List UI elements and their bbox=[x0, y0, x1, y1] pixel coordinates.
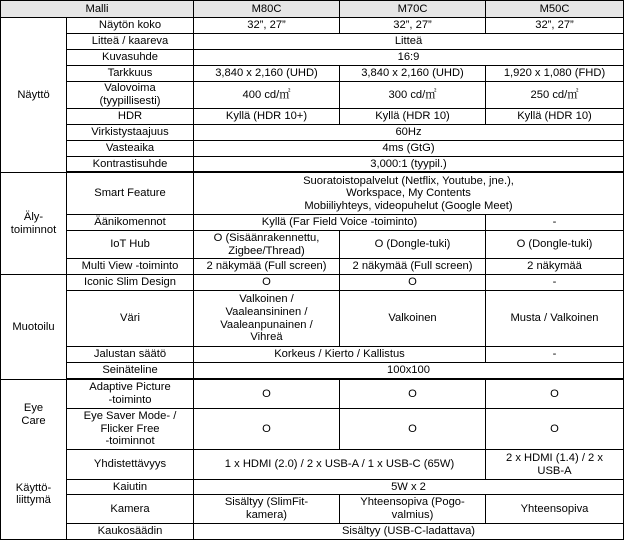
row-label: Smart Feature bbox=[67, 173, 194, 215]
row-label: Kontrastisuhde bbox=[67, 157, 194, 172]
table-row bbox=[1, 231, 624, 259]
cell-m80c: Sisältyy (SlimFit- kamera) bbox=[194, 495, 340, 524]
table-row bbox=[1, 157, 624, 172]
cell-m80c: O bbox=[194, 275, 340, 291]
row-label: HDR bbox=[67, 109, 194, 125]
row-label: Väri bbox=[67, 291, 194, 347]
row-label: Kaiutin bbox=[67, 480, 194, 495]
table-row bbox=[1, 215, 624, 231]
table-row bbox=[1, 109, 624, 125]
row-label: Multi View -toiminto bbox=[67, 259, 194, 275]
group-kayttoliittyma: Käyttö- liittymä bbox=[1, 450, 67, 540]
table-row bbox=[1, 480, 624, 495]
table-row bbox=[1, 18, 624, 34]
table-row bbox=[1, 347, 624, 363]
cell-m80c: O bbox=[194, 380, 340, 409]
cell-m70c: O (Dongle-tuki) bbox=[340, 231, 486, 259]
table-row bbox=[1, 125, 624, 141]
table-row bbox=[1, 141, 624, 157]
cell-m80c: Valkoinen / Vaaleansininen / Vaaleanpunainen / Vihreä bbox=[194, 291, 340, 347]
cell-m50c: - bbox=[486, 275, 624, 291]
row-label: Kamera bbox=[67, 495, 194, 524]
cell-all: 16:9 bbox=[194, 50, 624, 66]
header-model-m80c: M80C bbox=[194, 1, 340, 18]
row-label: Seinäteline bbox=[67, 363, 194, 379]
cell-m80c: 3,840 x 2,160 (UHD) bbox=[194, 66, 340, 82]
cell-m80c: Kyllä (HDR 10+) bbox=[194, 109, 340, 125]
table-row bbox=[1, 66, 624, 82]
cell-m80c: 2 näkymää (Full screen) bbox=[194, 259, 340, 275]
header-model-m50c: M50C bbox=[486, 1, 624, 18]
cell-all: 3,000:1 (tyypil.) bbox=[194, 157, 624, 172]
cell-all: 4ms (GtG) bbox=[194, 141, 624, 157]
cell-m50c: 2 x HDMI (1.4) / 2 x USB-A bbox=[486, 450, 624, 480]
cell-m70c: 32”, 27” bbox=[340, 18, 486, 34]
group-aly: Äly- toiminnot bbox=[1, 173, 67, 275]
row-label: Adaptive Picture -toiminto bbox=[67, 380, 194, 409]
cell-m50c: Musta / Valkoinen bbox=[486, 291, 624, 347]
cell-all: 100x100 bbox=[194, 363, 624, 379]
header-model-m70c: M70C bbox=[340, 1, 486, 18]
table-row bbox=[1, 82, 624, 109]
cell-m70c: 300 cd/㎡ bbox=[340, 82, 486, 109]
row-label: Kuvasuhde bbox=[67, 50, 194, 66]
table-row bbox=[1, 363, 624, 379]
cell-m80c-m70c: Kyllä (Far Field Voice -toiminto) bbox=[194, 215, 486, 231]
header-malli: Malli bbox=[1, 1, 194, 18]
cell-m70c: Valkoinen bbox=[340, 291, 486, 347]
cell-all: Litteä bbox=[194, 34, 624, 50]
row-label: Kaukosäädin bbox=[67, 524, 194, 540]
table-row bbox=[1, 34, 624, 50]
table-row bbox=[1, 173, 624, 215]
cell-m80c: 400 cd/㎡ bbox=[194, 82, 340, 109]
cell-m50c: Yhteensopiva bbox=[486, 495, 624, 524]
cell-m50c: O bbox=[486, 409, 624, 450]
row-label: Yhdistettävyys bbox=[67, 450, 194, 480]
cell-m70c: O bbox=[340, 409, 486, 450]
row-label: Äänikomennot bbox=[67, 215, 194, 231]
group-naytto: Näyttö bbox=[1, 18, 67, 173]
header-row bbox=[1, 1, 624, 18]
table-row bbox=[1, 524, 624, 540]
cell-m70c: Kyllä (HDR 10) bbox=[340, 109, 486, 125]
group-eyecare: Eye Care bbox=[1, 380, 67, 450]
cell-m50c: O (Dongle-tuki) bbox=[486, 231, 624, 259]
row-label: Jalustan säätö bbox=[67, 347, 194, 363]
row-label: Valovoima (tyypillisesti) bbox=[67, 82, 194, 109]
table-row bbox=[1, 450, 624, 480]
group-muotoilu: Muotoilu bbox=[1, 275, 67, 380]
cell-m80c: 32”, 27” bbox=[194, 18, 340, 34]
cell-m80c-m70c: 1 x HDMI (2.0) / 2 x USB-A / 1 x USB-C (65W) bbox=[194, 450, 486, 480]
table-row bbox=[1, 50, 624, 66]
cell-m50c: 250 cd/㎡ bbox=[486, 82, 624, 109]
cell-all: Suoratoistopalvelut (Netflix, Youtube, jne.), Workspace, My Contents Mobiiliyhteys, videopuhelut (Google Meet) bbox=[194, 173, 624, 215]
row-label: Näytön koko bbox=[67, 18, 194, 34]
table-row bbox=[1, 259, 624, 275]
cell-m50c: - bbox=[486, 215, 624, 231]
row-label: Litteä / kaareva bbox=[67, 34, 194, 50]
cell-all: Sisältyy (USB-C-ladattava) bbox=[194, 524, 624, 540]
table-row bbox=[1, 495, 624, 524]
cell-all: 5W x 2 bbox=[194, 480, 624, 495]
cell-m50c: - bbox=[486, 347, 624, 363]
cell-m50c: 32”, 27” bbox=[486, 18, 624, 34]
cell-m70c: O bbox=[340, 380, 486, 409]
row-label: Tarkkuus bbox=[67, 66, 194, 82]
cell-all: 60Hz bbox=[194, 125, 624, 141]
cell-m80c: O (Sisäänrakennettu, Zigbee/Thread) bbox=[194, 231, 340, 259]
cell-m50c: 2 näkymää bbox=[486, 259, 624, 275]
cell-m50c: O bbox=[486, 380, 624, 409]
cell-m50c: Kyllä (HDR 10) bbox=[486, 109, 624, 125]
row-label: Iconic Slim Design bbox=[67, 275, 194, 291]
cell-m50c: 1,920 x 1,080 (FHD) bbox=[486, 66, 624, 82]
cell-m80c: O bbox=[194, 409, 340, 450]
cell-m80c-m70c: Korkeus / Kierto / Kallistus bbox=[194, 347, 486, 363]
cell-m70c: 3,840 x 2,160 (UHD) bbox=[340, 66, 486, 82]
table-row bbox=[1, 409, 624, 450]
cell-m70c: Yhteensopiva (Pogo- valmius) bbox=[340, 495, 486, 524]
row-label: Eye Saver Mode- / Flicker Free -toiminnot bbox=[67, 409, 194, 450]
row-label: IoT Hub bbox=[67, 231, 194, 259]
cell-m70c: 2 näkymää (Full screen) bbox=[340, 259, 486, 275]
row-label: Vasteaika bbox=[67, 141, 194, 157]
row-label: Virkistystaajuus bbox=[67, 125, 194, 141]
table-row bbox=[1, 291, 624, 347]
cell-m70c: O bbox=[340, 275, 486, 291]
table-row bbox=[1, 380, 624, 409]
table-row bbox=[1, 275, 624, 291]
